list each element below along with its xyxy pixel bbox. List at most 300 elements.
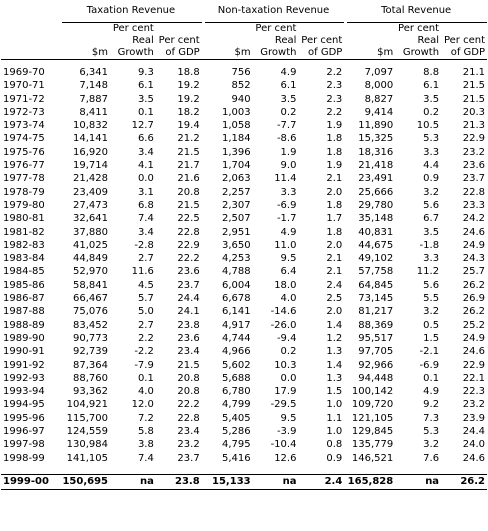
nontax-growth-cell: -10.4	[270, 439, 297, 451]
total-gdp-cell: 24.9	[462, 239, 485, 251]
tax-growth-cell: 12.0	[131, 399, 154, 411]
total-gdp-cell: 22.9	[462, 359, 485, 371]
col-header-growth: Growth	[395, 47, 441, 60]
tax-amount-cell: 21,428	[73, 173, 108, 185]
total-growth-cell: 3.3	[423, 146, 440, 158]
nontax-amount-cell: 6,004	[221, 279, 251, 291]
total-amount-cell: 7,097	[364, 67, 394, 78]
col-header-of-gdp: of GDP	[441, 47, 487, 60]
total-row	[1, 474, 487, 489]
revenue-table	[1, 0, 487, 490]
tax-gdp-cell: 21.2	[177, 133, 200, 145]
tax-gdp-cell: 20.8	[177, 372, 200, 384]
tax-growth-cell: 2.2	[137, 332, 154, 344]
year-cell: 1977-78	[3, 173, 45, 185]
total-growth-cell: 3.2	[423, 439, 440, 451]
tax-amount-cell: 19,714	[73, 160, 108, 172]
table-row	[1, 438, 487, 451]
tax-gdp-cell: 22.9	[177, 239, 200, 251]
tax-amount-cell: 83,452	[73, 319, 108, 331]
year-cell: 1973-74	[3, 120, 45, 132]
table-row	[1, 119, 487, 132]
col-header-real: Real	[417, 35, 440, 46]
nontax-gdp-cell: 1.2	[326, 332, 343, 344]
tax-gdp-cell: 23.7	[177, 279, 200, 291]
col-header-of-gdp: of GDP	[156, 47, 202, 60]
nontax-gdp-cell: 1.8	[326, 133, 343, 145]
total-growth-cell: 6.7	[423, 213, 440, 225]
nontax-gdp-cell: 2.0	[326, 186, 343, 198]
tax-gdp-cell: 19.2	[177, 80, 200, 92]
total-gdp-cell: 24.6	[462, 346, 485, 358]
tax-amount-cell: 141,105	[66, 452, 108, 464]
tax-growth-cell: 11.6	[131, 266, 154, 278]
table-row	[1, 359, 487, 372]
nontax-growth-cell: 6.4	[280, 266, 297, 278]
nontax-gdp-cell: 1.7	[326, 213, 343, 225]
total-growth-cell: 9.2	[423, 399, 440, 411]
col-header-growth: Growth	[253, 47, 299, 60]
year-cell: 1970-71	[3, 80, 45, 92]
tax-gdp-cell: 22.2	[177, 253, 200, 265]
col-header-per-cent-of: Per cent	[158, 35, 200, 46]
total-amount-cell: 146,521	[351, 452, 394, 464]
total-growth-cell: 0.5	[423, 319, 440, 331]
tax-gdp-cell: 18.8	[177, 67, 200, 78]
tax-amount-cell: 7,148	[79, 80, 108, 92]
total-nontax-growth: na	[253, 474, 299, 489]
tax-gdp-cell: 20.8	[177, 186, 200, 198]
tax-growth-cell: 4.5	[137, 279, 154, 291]
total-growth-cell: 4.9	[423, 386, 440, 398]
total-gdp-cell: 21.3	[462, 120, 485, 132]
nontax-amount-cell: 6,780	[221, 386, 251, 398]
total-growth-cell: 0.9	[423, 173, 440, 185]
total-gdp-cell: 21.5	[462, 93, 485, 105]
tax-gdp-cell: 23.4	[177, 346, 200, 358]
tax-amount-cell: 6,341	[79, 67, 108, 78]
year-cell: 1988-89	[3, 319, 45, 331]
nontax-amount-cell: 5,688	[221, 372, 251, 384]
nontax-growth-cell: 4.9	[280, 67, 297, 78]
total-amount-cell: 109,720	[351, 399, 394, 411]
nontax-gdp-cell: 2.4	[326, 279, 343, 291]
tax-growth-cell: 3.1	[137, 186, 154, 198]
nontax-gdp-cell: 1.3	[326, 346, 343, 358]
nontax-growth-cell: -3.9	[276, 426, 297, 438]
tax-amount-cell: 66,467	[73, 293, 108, 305]
total-growth-cell: 7.6	[423, 452, 440, 464]
total-gdp-cell: 24.6	[462, 226, 485, 238]
total-gdp-cell: 23.7	[462, 173, 485, 185]
nontax-gdp-cell: 2.3	[326, 93, 343, 105]
total-gdp-cell: 23.2	[462, 146, 485, 158]
total-amount-cell: 92,966	[358, 359, 394, 371]
year-cell: 1991-92	[3, 359, 45, 371]
tax-growth-cell: 3.5	[137, 93, 154, 105]
tax-gdp-cell: 19.4	[177, 120, 200, 132]
tax-growth-cell: 3.4	[137, 146, 154, 158]
nontax-amount-cell: 1,058	[221, 120, 251, 132]
nontax-growth-cell: 3.3	[280, 186, 297, 198]
total-total-amount: 165,828	[347, 474, 395, 489]
tax-growth-cell: 5.7	[137, 293, 154, 305]
table-row	[1, 172, 487, 185]
nontax-amount-cell: 4,744	[221, 332, 251, 344]
tax-growth-cell: 3.4	[137, 226, 154, 238]
tax-gdp-cell: 24.4	[177, 293, 200, 305]
total-gdp-cell: 24.6	[462, 452, 485, 464]
nontax-growth-cell: 0.2	[280, 346, 297, 358]
tax-gdp-cell: 22.5	[177, 213, 200, 225]
col-header-per-cent: Per cent	[112, 23, 154, 34]
nontax-gdp-cell: 1.4	[326, 319, 343, 331]
year-cell: 1994-95	[3, 399, 45, 411]
tax-growth-cell: 2.7	[137, 253, 154, 265]
total-gdp-cell: 21.5	[462, 80, 485, 92]
total-growth-cell: 5.6	[423, 279, 440, 291]
nontax-growth-cell: 0.2	[280, 106, 297, 118]
nontax-growth-cell: 0.0	[280, 372, 297, 384]
tax-amount-cell: 115,700	[66, 412, 108, 424]
total-growth-cell: 3.5	[423, 226, 440, 238]
nontax-gdp-cell: 1.3	[326, 372, 343, 384]
table-row	[1, 93, 487, 106]
col-header-real: Real	[274, 35, 297, 46]
tax-amount-cell: 27,473	[73, 199, 108, 211]
nontax-amount-cell: 5,602	[221, 359, 251, 371]
tax-amount-cell: 10,832	[73, 120, 108, 132]
total-amount-cell: 94,448	[358, 372, 394, 384]
tax-growth-cell: 2.7	[137, 319, 154, 331]
tax-amount-cell: 92,739	[73, 346, 108, 358]
nontax-growth-cell: 11.4	[274, 173, 297, 185]
year-cell: 1989-90	[3, 332, 45, 344]
col-header-real: Real	[132, 35, 154, 46]
tax-amount-cell: 14,141	[73, 133, 108, 145]
total-amount-cell: 15,325	[358, 133, 394, 145]
nontax-amount-cell: 940	[231, 93, 251, 105]
total-total-growth: na	[395, 474, 441, 489]
tax-amount-cell: 8,411	[79, 106, 108, 118]
nontax-amount-cell: 1,704	[221, 160, 251, 172]
subheader-row-3	[1, 47, 487, 60]
total-amount-cell: 81,217	[358, 306, 394, 318]
total-amount-cell: 35,148	[358, 213, 394, 225]
year-cell: 1985-86	[3, 279, 45, 291]
year-cell: 1995-96	[3, 412, 45, 424]
total-gdp-cell: 24.4	[462, 426, 485, 438]
nontax-amount-cell: 2,951	[221, 226, 251, 238]
total-growth-cell: 10.5	[416, 120, 440, 132]
total-growth-cell: 3.3	[423, 253, 440, 265]
tax-growth-cell: 4.1	[137, 160, 154, 172]
total-growth-cell: 11.2	[416, 266, 440, 278]
tax-gdp-cell: 23.4	[177, 426, 200, 438]
tax-growth-cell: 0.1	[137, 106, 154, 118]
table-row	[1, 226, 487, 239]
total-total-gdp: 26.2	[441, 474, 487, 489]
total-gdp-cell: 22.8	[462, 186, 485, 198]
total-gdp-cell: 22.3	[462, 386, 485, 398]
nontax-amount-cell: 852	[231, 80, 251, 92]
nontax-gdp-cell: 2.3	[326, 80, 343, 92]
nontax-gdp-cell: 1.8	[326, 199, 343, 211]
total-gdp-cell: 26.9	[462, 293, 485, 305]
tax-growth-cell: 5.8	[137, 426, 154, 438]
table-row	[1, 146, 487, 159]
tax-amount-cell: 37,880	[73, 226, 108, 238]
nontax-growth-cell: 3.5	[280, 93, 297, 105]
nontax-amount-cell: 2,257	[221, 186, 251, 198]
nontax-gdp-cell: 1.1	[326, 412, 343, 424]
nontax-growth-cell: -14.6	[270, 306, 297, 318]
tax-gdp-cell: 22.2	[177, 399, 200, 411]
tax-amount-cell: 104,921	[66, 399, 108, 411]
total-gdp-cell: 24.9	[462, 332, 485, 344]
total-growth-cell: 8.8	[423, 67, 440, 78]
nontax-amount-cell: 4,966	[221, 346, 251, 358]
table-row	[1, 279, 487, 292]
nontax-growth-cell: -7.7	[276, 120, 297, 132]
table-row	[1, 425, 487, 438]
total-amount-cell: 8,000	[364, 80, 394, 92]
table-row	[1, 79, 487, 92]
tax-amount-cell: 32,641	[73, 213, 108, 225]
tax-gdp-cell: 21.5	[177, 199, 200, 211]
year-cell: 1971-72	[3, 93, 45, 105]
nontax-growth-cell: 17.9	[274, 386, 297, 398]
total-gdp-cell: 23.9	[462, 412, 485, 424]
table-row	[1, 239, 487, 252]
col-header-per-cent: Per cent	[255, 23, 297, 34]
total-amount-cell: 64,845	[358, 279, 394, 291]
table-row	[1, 452, 487, 465]
nontax-amount-cell: 1,184	[221, 133, 251, 145]
total-gdp-cell: 22.9	[462, 133, 485, 145]
nontax-growth-cell: 11.0	[274, 239, 297, 251]
total-gdp-cell: 24.3	[462, 253, 485, 265]
total-growth-cell: 6.1	[423, 80, 440, 92]
tax-gdp-cell: 22.8	[177, 226, 200, 238]
group-header-taxation: Taxation Revenue	[62, 0, 202, 23]
tax-amount-cell: 23,409	[73, 186, 108, 198]
tax-gdp-cell: 23.6	[177, 332, 200, 344]
tax-growth-cell: 6.6	[137, 133, 154, 145]
total-growth-cell: -1.8	[419, 239, 440, 251]
total-gdp-cell: 23.6	[462, 160, 485, 172]
total-amount-cell: 73,145	[358, 293, 394, 305]
total-year-cell: 1999-00	[1, 474, 62, 489]
col-header-dollars-m: $m	[62, 47, 110, 60]
nontax-gdp-cell: 2.2	[326, 106, 343, 118]
col-header-dollars-m: $m	[347, 47, 395, 60]
total-gdp-cell: 24.2	[462, 213, 485, 225]
total-amount-cell: 18,316	[358, 146, 394, 158]
tax-growth-cell: 3.8	[137, 439, 154, 451]
nontax-growth-cell: -8.6	[276, 133, 297, 145]
tax-growth-cell: 7.2	[137, 412, 154, 424]
nontax-gdp-cell: 1.9	[326, 120, 343, 132]
total-tax-gdp: 23.8	[156, 474, 202, 489]
table-row	[1, 385, 487, 398]
tax-amount-cell: 7,887	[79, 93, 108, 105]
year-cell: 1982-83	[3, 239, 45, 251]
total-tax-amount: 150,695	[62, 474, 110, 489]
nontax-amount-cell: 1,003	[221, 106, 251, 118]
nontax-amount-cell: 4,253	[221, 253, 251, 265]
total-amount-cell: 44,675	[358, 239, 394, 251]
year-cell: 1996-97	[3, 426, 45, 438]
year-cell: 1987-88	[3, 306, 45, 318]
tax-amount-cell: 88,760	[73, 372, 108, 384]
total-growth-cell: -6.9	[419, 359, 440, 371]
year-cell: 1969-70	[3, 67, 45, 78]
nontax-growth-cell: -1.7	[276, 213, 297, 225]
nontax-gdp-cell: 1.9	[326, 160, 343, 172]
col-header-per-cent-of: Per cent	[443, 35, 485, 46]
total-growth-cell: 3.5	[423, 93, 440, 105]
nontax-amount-cell: 4,795	[221, 439, 251, 451]
tax-amount-cell: 75,076	[73, 306, 108, 318]
col-header-growth: Growth	[110, 47, 156, 60]
nontax-amount-cell: 3,650	[221, 239, 251, 251]
table-row	[1, 265, 487, 278]
subheader-row-2	[1, 35, 487, 47]
nontax-amount-cell: 5,416	[221, 452, 251, 464]
nontax-growth-cell: -29.5	[270, 399, 297, 411]
year-cell: 1986-87	[3, 293, 45, 305]
nontax-amount-cell: 2,307	[221, 199, 251, 211]
total-gdp-cell: 23.2	[462, 399, 485, 411]
tax-gdp-cell: 21.5	[177, 359, 200, 371]
table-row	[1, 319, 487, 332]
total-growth-cell: 5.6	[423, 199, 440, 211]
tax-growth-cell: 6.1	[137, 80, 154, 92]
year-cell: 1979-80	[3, 199, 45, 211]
total-growth-cell: 4.4	[423, 160, 440, 172]
total-gdp-cell: 22.1	[462, 372, 485, 384]
nontax-growth-cell: 9.5	[280, 253, 297, 265]
table-row	[1, 345, 487, 358]
nontax-gdp-cell: 1.8	[326, 226, 343, 238]
tax-gdp-cell: 23.7	[177, 452, 200, 464]
year-cell: 1997-98	[3, 439, 45, 451]
year-cell: 1998-99	[3, 452, 45, 464]
nontax-gdp-cell: 2.1	[326, 173, 343, 185]
tax-gdp-cell: 21.6	[177, 173, 200, 185]
tax-gdp-cell: 21.5	[177, 146, 200, 158]
tax-gdp-cell: 21.7	[177, 160, 200, 172]
total-amount-cell: 25,666	[358, 186, 394, 198]
col-header-per-cent-of: Per cent	[301, 35, 343, 46]
total-gdp-cell: 25.7	[462, 266, 485, 278]
year-cell: 1984-85	[3, 266, 45, 278]
tax-growth-cell: 0.1	[137, 372, 154, 384]
table-row	[1, 212, 487, 225]
total-growth-cell: 0.1	[423, 372, 440, 384]
total-gdp-cell: 20.3	[462, 106, 485, 118]
nontax-gdp-cell: 1.4	[326, 359, 343, 371]
tax-growth-cell: 4.0	[137, 386, 154, 398]
nontax-growth-cell: 4.0	[280, 293, 297, 305]
total-gdp-cell: 24.0	[462, 439, 485, 451]
tax-growth-cell: 6.8	[137, 199, 154, 211]
nontax-gdp-cell: 1.5	[326, 386, 343, 398]
nontax-gdp-cell: 1.0	[326, 399, 343, 411]
tax-growth-cell: -2.8	[134, 239, 154, 251]
total-amount-cell: 29,780	[358, 199, 394, 211]
nontax-amount-cell: 1,396	[221, 146, 251, 158]
total-amount-cell: 40,831	[358, 226, 394, 238]
nontax-amount-cell: 756	[231, 67, 251, 78]
nontax-growth-cell: 4.9	[280, 226, 297, 238]
nontax-amount-cell: 5,286	[221, 426, 251, 438]
nontax-gdp-cell: 2.5	[326, 293, 343, 305]
tax-gdp-cell: 19.2	[177, 93, 200, 105]
total-growth-cell: 3.2	[423, 186, 440, 198]
tax-gdp-cell: 23.6	[177, 266, 200, 278]
year-cell: 1992-93	[3, 372, 45, 384]
table-row	[1, 132, 487, 145]
total-growth-cell: 0.2	[423, 106, 440, 118]
nontax-growth-cell: -6.9	[276, 199, 297, 211]
total-growth-cell: 5.5	[423, 293, 440, 305]
total-tax-growth: na	[110, 474, 156, 489]
table-row	[1, 412, 487, 425]
nontax-amount-cell: 4,788	[221, 266, 251, 278]
table-row	[1, 66, 487, 79]
tax-amount-cell: 124,559	[66, 426, 108, 438]
table-row	[1, 199, 487, 212]
tax-growth-cell: -2.2	[134, 346, 154, 358]
year-cell: 1993-94	[3, 386, 45, 398]
total-growth-cell: 7.3	[423, 412, 440, 424]
table-row	[1, 292, 487, 305]
nontax-growth-cell: 9.5	[280, 412, 297, 424]
nontax-growth-cell: -9.4	[276, 332, 297, 344]
tax-growth-cell: 5.0	[137, 306, 154, 318]
table-row	[1, 186, 487, 199]
total-amount-cell: 135,779	[351, 439, 394, 451]
nontax-growth-cell: 18.0	[274, 279, 297, 291]
nontax-gdp-cell: 0.9	[326, 452, 343, 464]
nontax-gdp-cell: 1.8	[326, 146, 343, 158]
tax-gdp-cell: 23.2	[177, 439, 200, 451]
total-gdp-cell: 26.2	[462, 306, 485, 318]
table-row	[1, 372, 487, 385]
table-row	[1, 305, 487, 318]
col-header-dollars-m: $m	[205, 47, 253, 60]
nontax-gdp-cell: 2.1	[326, 253, 343, 265]
tax-amount-cell: 93,362	[73, 386, 108, 398]
total-amount-cell: 23,491	[358, 173, 394, 185]
table-row	[1, 106, 487, 119]
tax-gdp-cell: 23.8	[177, 319, 200, 331]
total-amount-cell: 49,102	[358, 253, 394, 265]
year-cell: 1974-75	[3, 133, 45, 145]
nontax-gdp-cell: 2.2	[326, 67, 343, 78]
tax-growth-cell: -7.9	[134, 359, 154, 371]
total-gdp-cell: 21.1	[462, 67, 485, 78]
nontax-growth-cell: 1.9	[280, 146, 297, 158]
nontax-growth-cell: 12.6	[274, 452, 297, 464]
total-amount-cell: 100,142	[351, 386, 394, 398]
nontax-amount-cell: 6,678	[221, 293, 251, 305]
nontax-growth-cell: -26.0	[270, 319, 297, 331]
total-gdp-cell: 23.3	[462, 199, 485, 211]
total-nontax-amount: 15,133	[205, 474, 253, 489]
